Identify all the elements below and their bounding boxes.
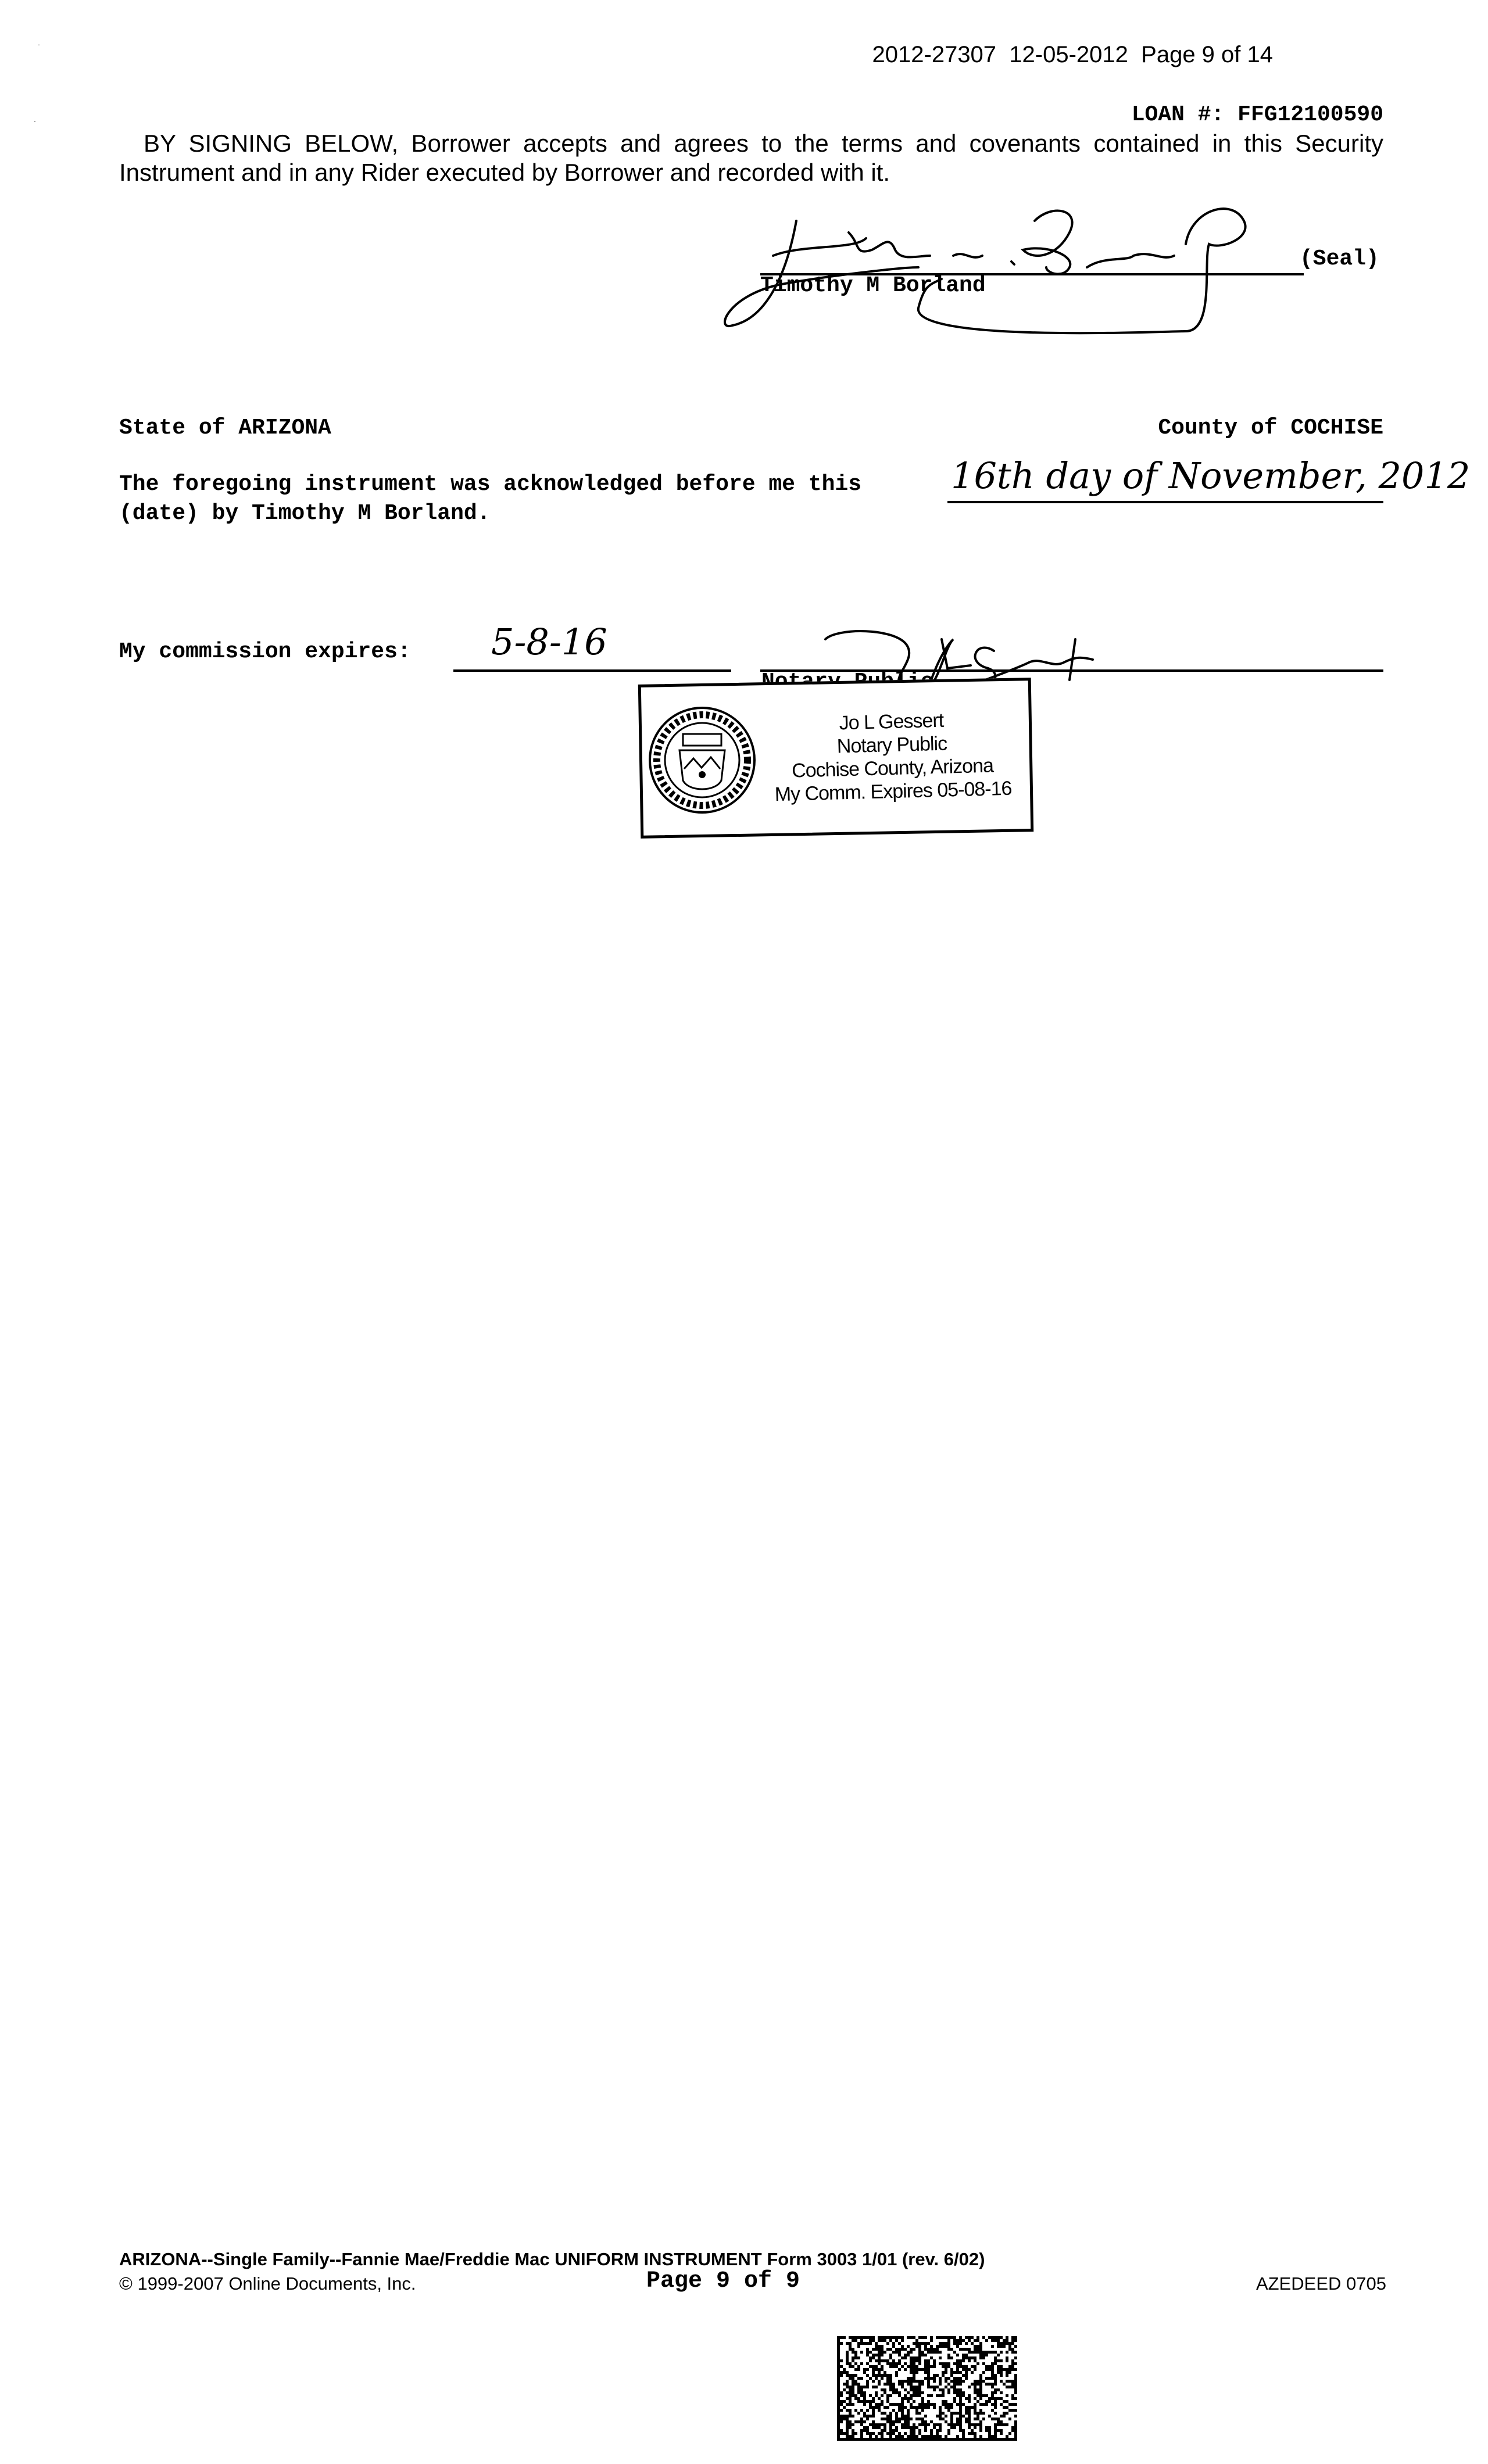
notary-stamp-text — [760, 707, 1024, 807]
acknowledgment-date-line — [947, 501, 1383, 503]
notary-county: Cochise County, Arizona — [791, 754, 994, 782]
borrower-name: Timothy M Borland — [760, 273, 986, 298]
notary-name: Jo L Gessert — [839, 709, 944, 735]
scan-mark: · — [34, 117, 36, 126]
loan-number-line — [0, 102, 1383, 127]
acknowledgment-handwritten-date: 16th day of November, 2012 — [951, 454, 1471, 497]
recording-date: 12-05-2012 — [1009, 42, 1128, 67]
loan-number: FFG12100590 — [1237, 102, 1383, 127]
seal-label: (Seal) — [1300, 246, 1379, 271]
footer-page-number: Page 9 of 9 — [646, 2268, 800, 2294]
borrower-signature — [709, 169, 1348, 349]
commission-label: My commission expires: — [119, 639, 411, 664]
county-label: County of COCHISE — [1158, 416, 1383, 440]
recording-number: 2012-27307 — [872, 42, 997, 67]
commission-expiry-handwritten: 5-8-16 — [491, 621, 607, 663]
state-seal-icon — [647, 705, 757, 815]
loan-label: LOAN #: — [1131, 102, 1225, 127]
scan-mark: · — [38, 41, 40, 49]
acknowledgment-date-by: (date) by Timothy M Borland. — [119, 501, 491, 526]
footer-form-label: ARIZONA--Single Family--Fannie Mae/Freddie Mac UNIFORM INSTRUMENT Form 3003 1/01 (rev. 6/02) — [119, 2249, 985, 2269]
state-label: State of ARIZONA — [119, 416, 331, 440]
barcode-icon — [837, 2336, 1017, 2441]
recording-page: Page 9 of 14 — [1141, 42, 1273, 67]
recording-header — [0, 42, 1273, 68]
commission-expiry-line — [453, 669, 731, 672]
signing-statement: BY SIGNING BELOW, Borrower accepts and agrees to the terms and covenants contained in this Security Instrument and in any Rider executed by Borrower and recorded with it. — [119, 130, 1383, 186]
footer-copyright: © 1999-2007 Online Documents, Inc. — [119, 2273, 416, 2294]
footer-form-code: AZEDEED 0705 — [1256, 2273, 1386, 2294]
notary-title: Notary Public — [836, 732, 947, 758]
notary-expires: My Comm. Expires 05-08-16 — [774, 777, 1012, 806]
acknowledgment-statement: The foregoing instrument was acknowledged before me this — [119, 472, 862, 497]
